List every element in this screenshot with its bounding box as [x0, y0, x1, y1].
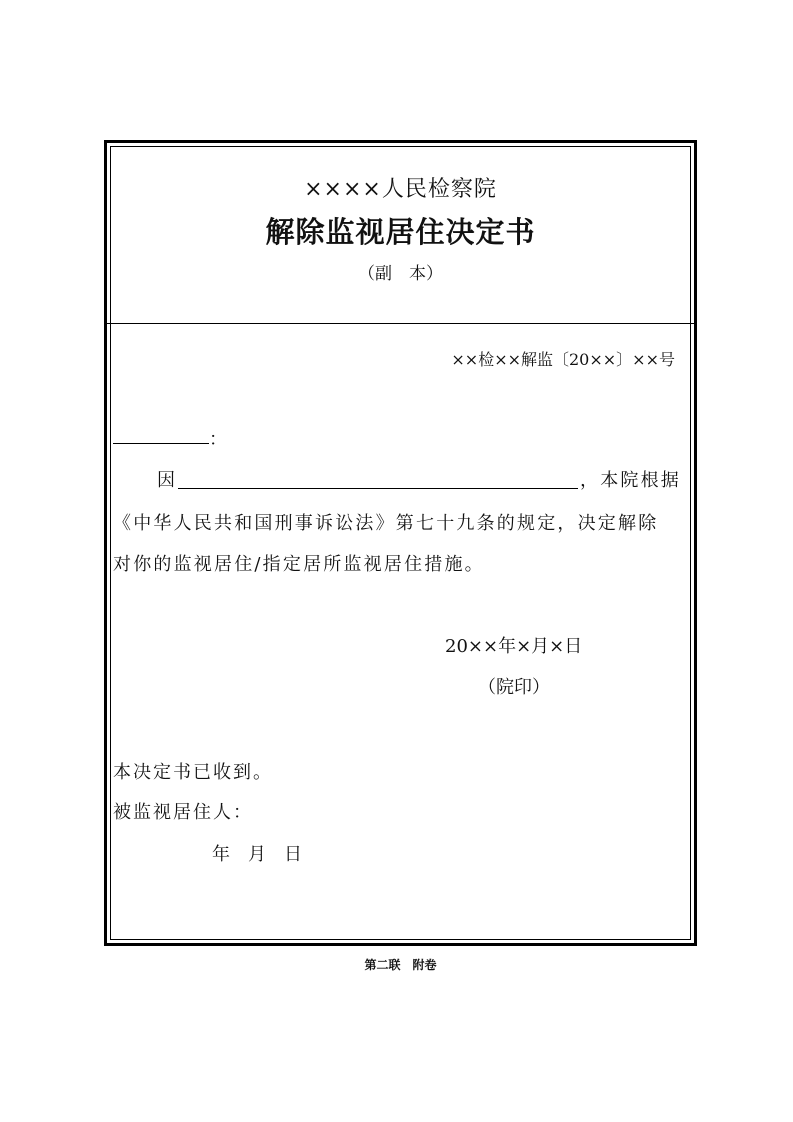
procuratorate-name: ××××人民检察院: [304, 177, 497, 202]
addressee-blank-line: [113, 443, 209, 444]
header-divider: [104, 323, 697, 324]
reason-prefix: 因: [157, 470, 178, 491]
receipt-person-label: 被监视居住人：: [113, 802, 253, 823]
receipt-confirmation: 本决定书已收到。: [113, 762, 273, 783]
body-line-2: 《中华人民共和国刑事诉讼法》第七十九条的规定，决定解除: [113, 513, 659, 534]
seal-label: （院印）: [478, 677, 550, 698]
reason-blank-line: [178, 488, 578, 489]
decision-date: 20××年×月×日: [445, 636, 583, 657]
document-number: ××检××解监〔20××〕××号: [451, 350, 675, 369]
document-title: 解除监视居住决定书: [265, 215, 536, 249]
addressee-colon: ：: [209, 429, 227, 450]
footer-copy-note: 第二联 附卷: [364, 958, 437, 972]
copy-label: （副 本）: [358, 264, 443, 284]
receipt-date-label: 年 月 日: [212, 844, 302, 865]
body-line-1-suffix: ，本院根据: [580, 470, 681, 491]
body-line-3: 对你的监视居住/指定居所监视居住措施。: [113, 554, 485, 575]
